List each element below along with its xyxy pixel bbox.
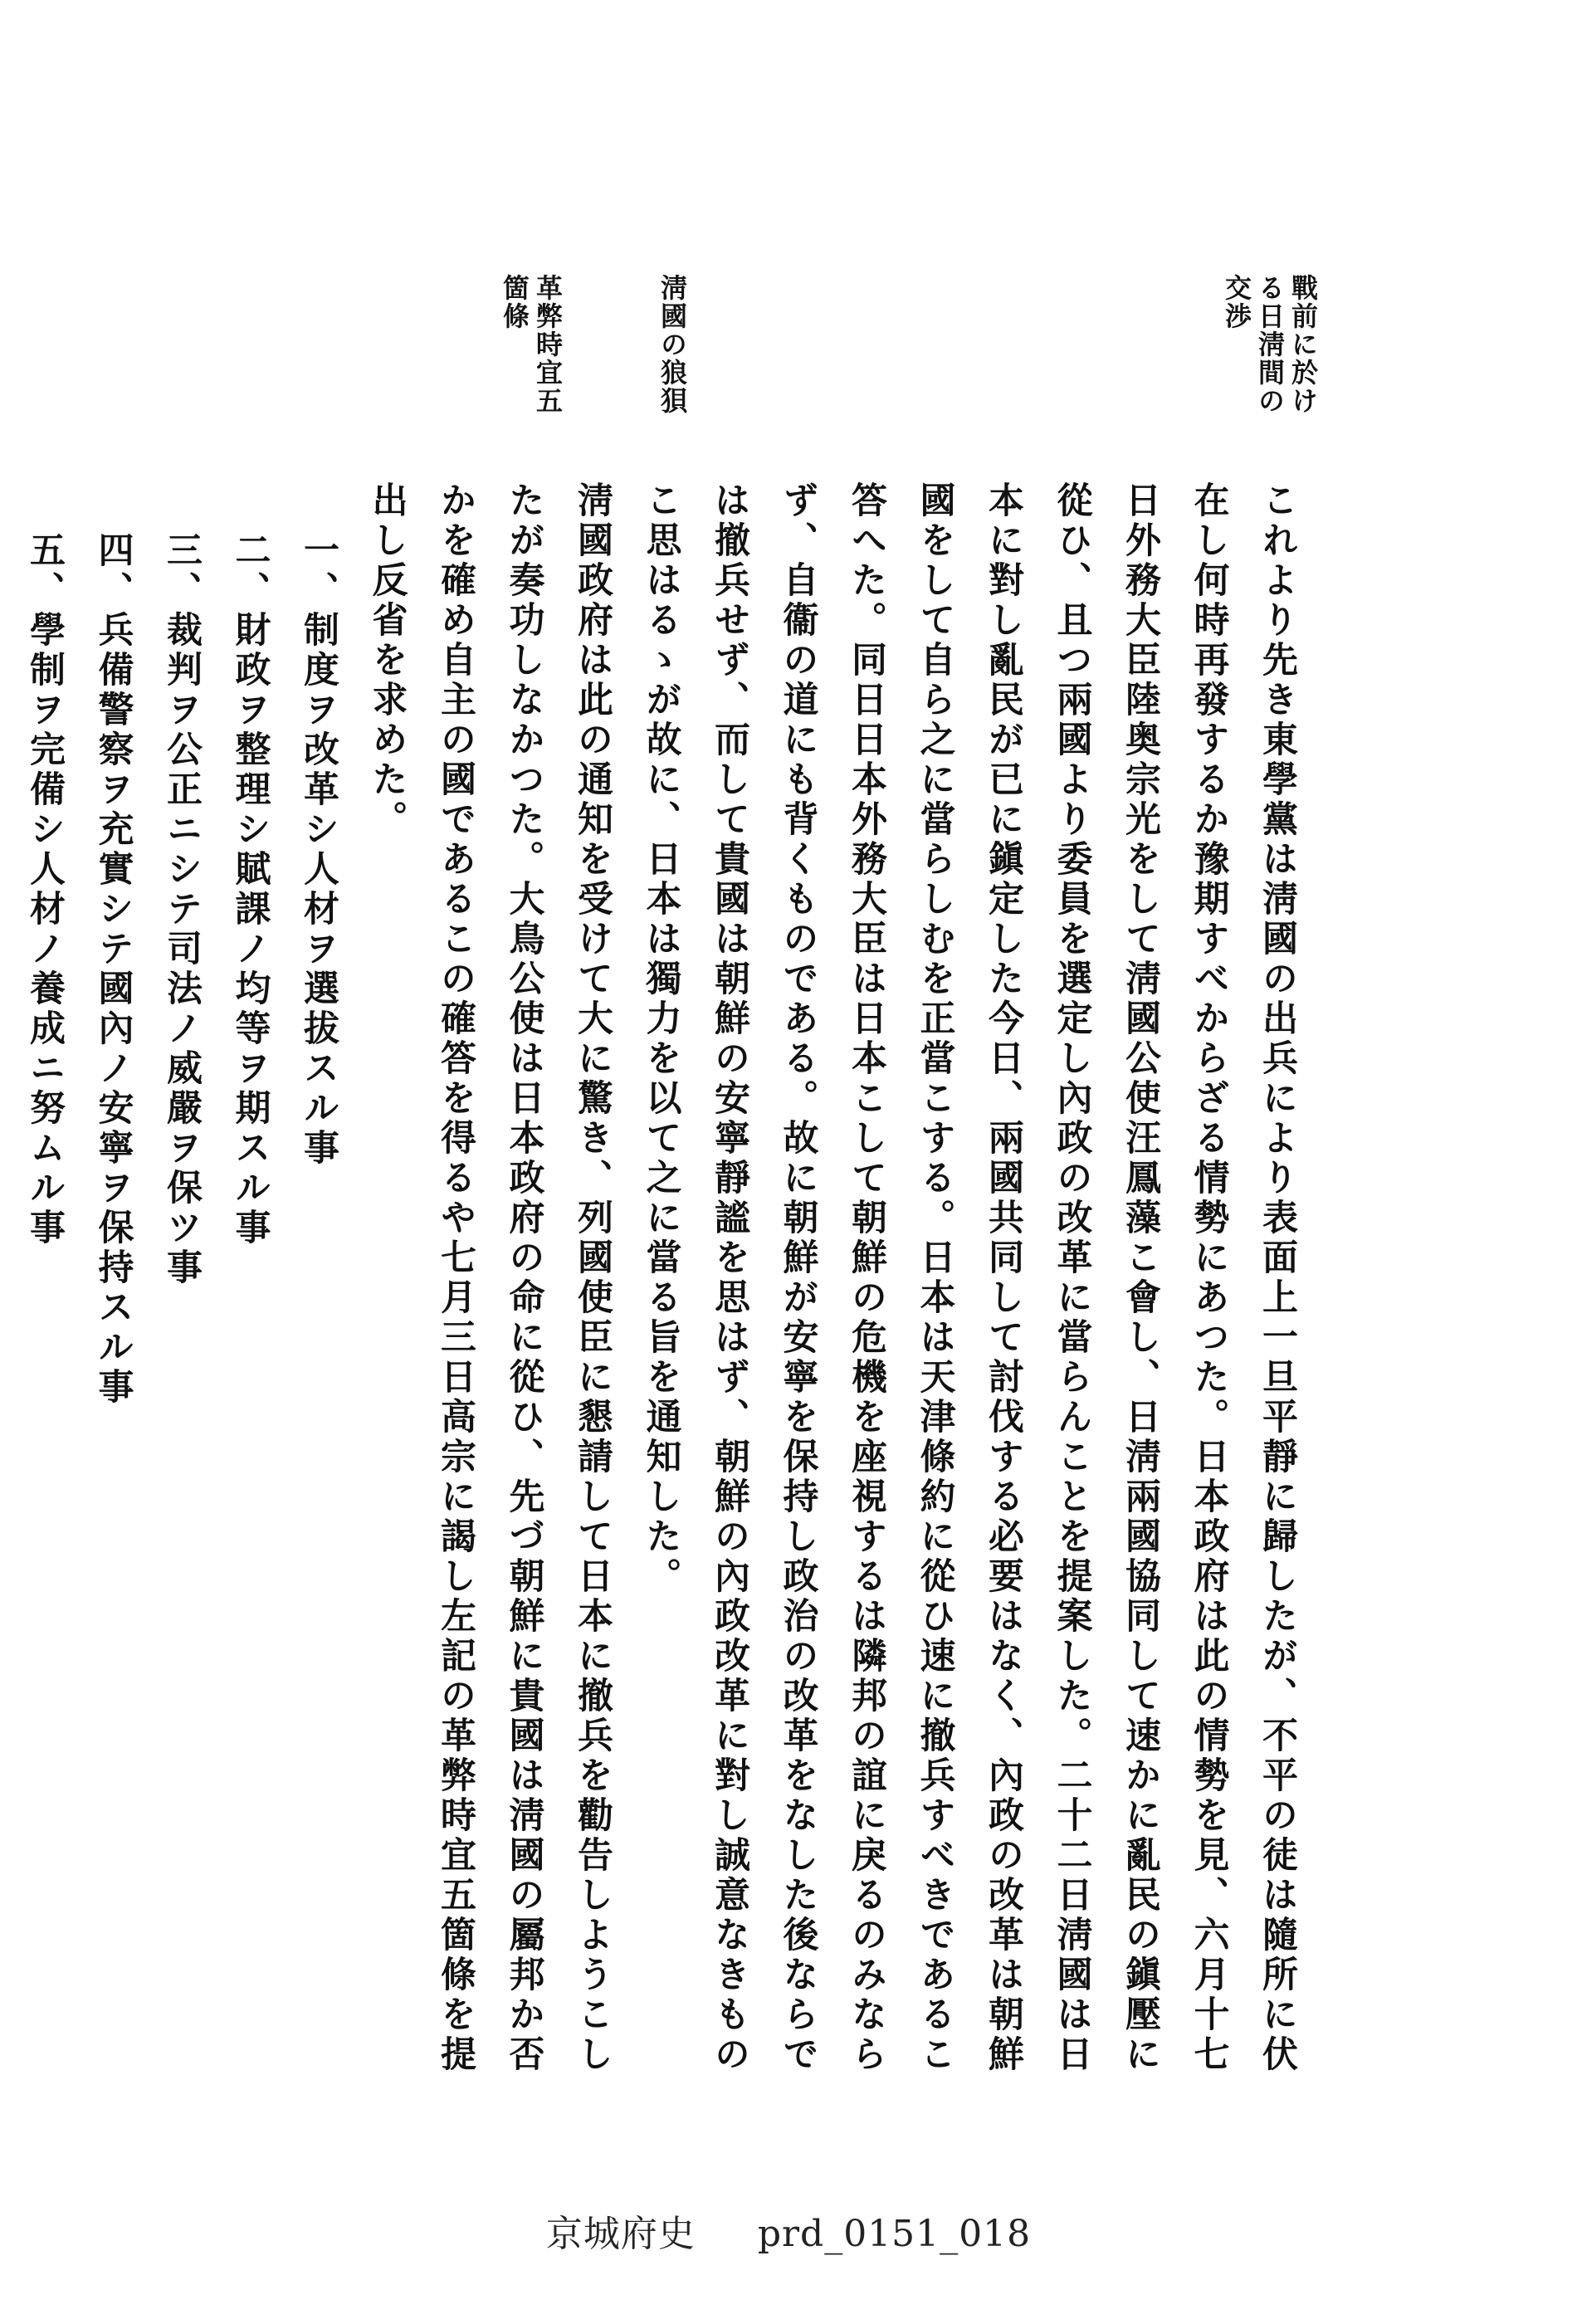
side-note-five-reform-articles: 革弊時宜五箇條 [499, 274, 564, 415]
footer-source: 京城府史 [545, 2213, 696, 2255]
reform-article: 五、學制ヲ完備シ人材ノ養成ニ努ムル事 [24, 531, 66, 1248]
paragraph-2: 淸國政府は此の通知を受けて大に驚き、列國使臣に懇請して日本に撤兵を勸告しようこしたが奏功しなかつた。大鳥公使は日本政府の命に從ひ、先づ朝鮮に貴國は淸國の屬邦か否かを確め自主の國であるこの確答を得るや七月三日高宗に謁し左記の革弊時宜五箇條を提出し反省を求めた。 [366, 481, 613, 2075]
page-footer [0, 2204, 1577, 2257]
reform-article: 三、裁判ヲ公正ニシテ司法ノ威嚴ヲ保ツ事 [161, 531, 203, 1288]
side-note-qing-confusion: 淸國の狼狽 [657, 274, 688, 415]
reform-article: 二、財政ヲ整理シ賦課ノ均等ヲ期スル事 [229, 531, 271, 1248]
reform-article: 四、兵備警察ヲ充實シテ國內ノ安寧ヲ保持スル事 [92, 531, 134, 1408]
reform-article: 一、制度ヲ改革シ人材ヲ選拔スル事 [298, 531, 339, 1169]
side-note-prewar-negotiations: 戰前に於ける日淸間の交渉 [1221, 274, 1319, 415]
paragraph-1: これより先き東學黨は淸國の出兵により表面上一旦平靜に歸したが、不平の徒は隨所に伏在し何時再發するか豫期すべからざる情勢にあつた。日本政府は此の情勢を見、六月十七日外務大臣陸奥宗光をして淸國公使汪鳳藻こ會し、日淸兩國協同して速かに亂民の鎭壓に從ひ、且つ兩國より委員を選定し內政の改革に當らんことを提案した。二十二日淸國は日本に對し亂民が已に鎭定した今日、兩國共同して討伐する必要はなく、內政の改革は朝鮮國をして自ら之に當らしむを正當こする。日本は天津條約に從ひ速に撤兵すべきであるこ答へた。同日日本外務大臣は日本こして朝鮮の危機を座視するは隣邦の誼に戾るのみならず、自衞の道にも背くものである。故に朝鮮が安寧を保持し政治の改革をなした後ならでは撤兵せず、而して貴國は朝鮮の安寧靜謐を思はず、朝鮮の內政改革に對し誠意なきものこ思はるゝが故に、日本は獨力を以て之に當る旨を通知した。 [640, 481, 1298, 2075]
main-text [24, 481, 1311, 2100]
footer-code: prd_0151_018 [757, 2213, 1032, 2255]
reform-articles-list [11, 481, 354, 2100]
